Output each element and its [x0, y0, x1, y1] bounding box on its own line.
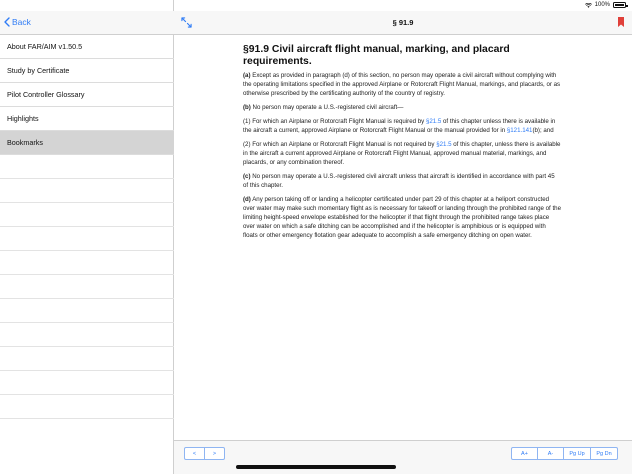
paragraph-text: (2) For which an Airplane or Rotorcraft Flight Manual is not required by — [243, 141, 437, 148]
sidebar-item-label: About FAR/AIM v1.50.5 — [7, 42, 83, 51]
sidebar-header — [0, 11, 174, 35]
empty-row — [0, 347, 174, 371]
paragraph-lead: (d) — [243, 196, 251, 203]
sidebar-item-label: Bookmarks — [7, 138, 43, 147]
sidebar-item-label: Highlights — [7, 114, 39, 123]
next-section-button[interactable]: > — [204, 447, 225, 460]
article — [243, 44, 561, 245]
paragraph-b2 — [243, 140, 561, 167]
page-up-button[interactable]: Pg Up — [563, 447, 591, 460]
paragraph-text: (b); and — [532, 127, 554, 134]
paragraph-text: of this chapter, unless there is available in the aircraft a current approved Airplane or Rotorcraft Flight Manual, approved manual material, markings, and placards, or any combination thereof. — [243, 141, 561, 166]
paragraph-text: Any person taking off or landing a helicopter certificated under part 29 of this chapter at a heliport constructed over water may make such momentary flight as is necessary for takeoff or landing through the prohibited range of the limiting height-speed envelope established for the helicopter if that flight through the prohibited range takes place over water on which a safe ditching can be accomplished and if the helicopter is amphibious or is equipped with floats or other emergency flotation gear adequate to accomplish a safe emergency ditching on open water. — [243, 196, 562, 239]
empty-row — [0, 299, 174, 323]
font-larger-button[interactable]: A+ — [511, 447, 538, 460]
sidebar-item-label: Pilot Controller Glossary — [7, 90, 85, 99]
paragraph-lead: (c) — [243, 173, 251, 180]
paragraph-text: (1) For which an Airplane or Rotorcraft Flight Manual is required by — [243, 118, 426, 125]
article-heading: §91.9 Civil aircraft flight manual, marking, and placard requirements. — [243, 44, 510, 67]
sidebar — [0, 0, 174, 474]
back-button[interactable] — [4, 15, 31, 29]
content-header — [174, 11, 632, 35]
page-title: § 91.9 — [392, 18, 414, 27]
link-21-5[interactable]: §21.5 — [425, 118, 442, 125]
empty-row — [0, 371, 174, 395]
empty-row — [0, 155, 174, 179]
paragraph-text: No person may operate a U.S.-registered civil aircraft— — [250, 104, 404, 111]
paragraph-b — [243, 103, 561, 112]
chevron-left-icon — [4, 17, 10, 27]
paragraph-text: No person may operate a U.S.-registered civil aircraft unless that aircraft is identified in accordance with part 45 of this chapter. — [243, 173, 555, 189]
empty-row — [0, 179, 174, 203]
sidebar-item-label: Study by Certificate — [7, 66, 70, 75]
bookmark-icon[interactable] — [618, 17, 624, 27]
battery-percent: 100% — [594, 2, 610, 8]
sidebar-item-about[interactable] — [0, 35, 174, 59]
sidebar-menu — [0, 35, 174, 419]
link-21-5[interactable]: §21.5 — [436, 141, 452, 148]
paragraph-a — [243, 71, 561, 98]
article-content — [174, 35, 632, 440]
empty-row — [0, 251, 174, 275]
empty-row — [0, 395, 174, 419]
sidebar-item-bookmarks[interactable] — [0, 131, 174, 155]
sidebar-item-study[interactable] — [0, 59, 174, 83]
wifi-icon — [585, 3, 592, 8]
font-smaller-button[interactable]: A- — [537, 447, 564, 460]
paragraph-d — [243, 195, 561, 240]
back-label: Back — [12, 17, 31, 27]
page-down-button[interactable]: Pg Dn — [590, 447, 618, 460]
sidebar-item-glossary[interactable] — [0, 83, 174, 107]
paragraph-text: of this chapter unless there is available in the aircraft a current, approved Airplane or Rotorcraft Flight Manual or the manual provided for in — [243, 118, 556, 134]
paragraph-b1 — [243, 117, 561, 135]
battery-icon — [613, 2, 626, 8]
empty-row — [0, 323, 174, 347]
paragraph-lead: (a) — [243, 72, 251, 79]
link-121-141[interactable]: §121.141 — [506, 127, 533, 134]
status-right — [585, 2, 626, 8]
paragraph-lead: (b) — [243, 104, 251, 111]
paragraph-text: Except as provided in paragraph (d) of this section, no person may operate a civil aircraft without complying with the operating limitations specified in the approved Airplane or Rotorcraft Flight Manual, markings, and placards, or as otherwise prescribed by the certificating authority of the country of registry. — [243, 72, 561, 97]
paragraph-c — [243, 172, 561, 190]
empty-row — [0, 203, 174, 227]
empty-row — [0, 227, 174, 251]
sidebar-item-highlights[interactable] — [0, 107, 174, 131]
previous-section-button[interactable]: < — [184, 447, 205, 460]
empty-row — [0, 275, 174, 299]
home-indicator[interactable] — [236, 465, 396, 469]
